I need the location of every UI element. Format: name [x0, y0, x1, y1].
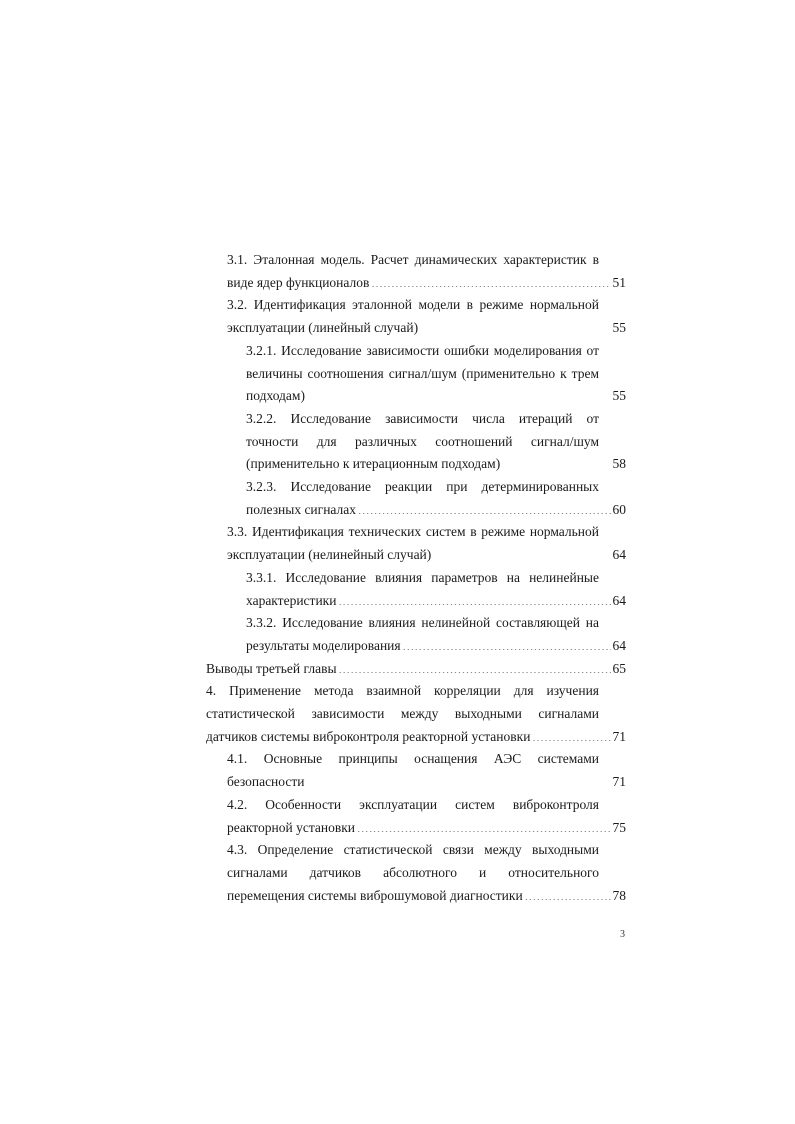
toc-entry-title: реакторной установки — [227, 819, 356, 835]
toc-entry-title: эксплуатации (линейный случай) — [227, 320, 419, 336]
toc-entry-page: 64 — [612, 637, 626, 653]
toc-entry-text-line: 3.1. Эталонная модель. Расчет динамических характеристик в — [227, 252, 599, 267]
toc-entry-text-line: статистической зависимости между выходными сигналами — [206, 706, 599, 722]
toc-entry-title: виде ядер функционалов — [227, 274, 370, 290]
toc-entry-text-line: 3.2.2. Исследование зависимости числа итераций от — [246, 410, 599, 426]
toc-entry-page: 58 — [612, 456, 626, 472]
toc-entry — [206, 340, 626, 408]
toc-entry-title: (применительно к итерационным подходам) — [246, 456, 501, 472]
toc-entry-last-line — [246, 453, 626, 476]
toc-entry-text-line: сигналами датчиков абсолютного и относительного — [227, 864, 599, 880]
toc-entry-page: 55 — [612, 320, 626, 336]
dot-leader — [502, 455, 610, 469]
toc-entry-page: 78 — [612, 887, 626, 903]
toc-entry — [206, 249, 626, 294]
dot-leader — [525, 886, 611, 900]
dot-leader — [420, 319, 610, 333]
dot-leader — [403, 636, 611, 650]
toc-entry-last-line — [246, 385, 626, 408]
toc-entry-last-line — [227, 817, 626, 840]
toc-entry-title: подходам) — [246, 388, 305, 404]
toc-entry — [206, 521, 626, 566]
toc-entry-text-line: 3.2. Идентификация эталонной модели в режиме нормальной — [227, 297, 599, 313]
toc-entry — [206, 476, 626, 521]
toc-entry-text-line: 3.3.1. Исследование влияния параметров на нелинейные — [246, 569, 599, 585]
toc-entry-page: 71 — [612, 728, 626, 744]
toc-entry-last-line — [227, 272, 626, 295]
toc-entry — [206, 567, 626, 612]
toc-entry-page: 71 — [612, 774, 626, 790]
toc-entry — [206, 748, 626, 793]
toc-entry — [206, 408, 626, 476]
dot-leader — [307, 773, 611, 787]
dot-leader — [357, 818, 610, 832]
toc-entry-title: полезных сигналах — [246, 501, 357, 517]
table-of-contents — [206, 249, 626, 907]
dot-leader — [433, 546, 610, 560]
toc-entry-last-line — [206, 658, 626, 681]
toc-entry-text-line: 4.1. Основные принципы оснащения АЭС системами — [227, 751, 599, 767]
toc-entry-text-line: 3.2.1. Исследование зависимости ошибки моделирования от — [246, 342, 599, 358]
toc-entry-title: датчиков системы виброконтроля реакторной установки — [206, 728, 531, 744]
toc-entry-last-line — [206, 726, 626, 749]
toc-entry-title: Выводы третьей главы — [206, 660, 337, 676]
dot-leader — [338, 591, 610, 605]
toc-entry-page: 64 — [612, 547, 626, 563]
dot-leader — [371, 273, 610, 287]
toc-entry-last-line — [227, 317, 626, 340]
toc-entry-text-line: точности для различных соотношений сигнал/шум — [246, 433, 599, 449]
toc-entry-text-line: 4.3. Определение статистической связи между выходными — [227, 842, 599, 858]
dot-leader — [339, 659, 611, 673]
toc-entry-title: эксплуатации (нелинейный случай) — [227, 547, 432, 563]
dot-leader — [358, 500, 610, 514]
toc-entry-last-line — [246, 499, 626, 522]
toc-entry-page: 75 — [612, 819, 626, 835]
toc-entry-page: 65 — [612, 660, 626, 676]
dot-leader — [532, 727, 610, 741]
toc-entry — [206, 294, 626, 339]
toc-entry-page: 64 — [612, 592, 626, 608]
toc-entry — [206, 839, 626, 907]
toc-entry-page: 51 — [612, 274, 626, 290]
toc-entry-last-line — [246, 635, 626, 658]
toc-entry-text-line: величины соотношения сигнал/шум (применительно к трем — [246, 365, 599, 381]
toc-entry — [206, 612, 626, 657]
toc-entry — [206, 658, 626, 681]
toc-entry-last-line — [227, 885, 626, 908]
toc-entry-text-line: 4. Применение метода взаимной корреляции для изучения — [206, 683, 599, 699]
dot-leader — [307, 387, 611, 401]
toc-entry-text-line: 3.3. Идентификация технических систем в режиме нормальной — [227, 524, 599, 540]
toc-entry-page: 55 — [612, 388, 626, 404]
toc-entry-page: 60 — [612, 501, 626, 517]
toc-entry-title: перемещения системы виброшумовой диагностики — [227, 887, 523, 903]
page-number: 3 — [620, 929, 625, 940]
toc-entry-title: результаты моделирования — [246, 637, 401, 653]
toc-entry-last-line — [227, 771, 626, 794]
toc-entry — [206, 680, 626, 748]
toc-entry-last-line — [246, 590, 626, 613]
toc-entry-text-line: 4.2. Особенности эксплуатации систем виброконтроля — [227, 796, 599, 812]
toc-entry-text-line: 3.3.2. Исследование влияния нелинейной составляющей на — [246, 615, 599, 631]
toc-entry — [206, 794, 626, 839]
toc-entry-title: безопасности — [227, 774, 305, 790]
toc-entry-text-line: 3.2.3. Исследование реакции при детерминированных — [246, 479, 599, 495]
toc-entry-title: характеристики — [246, 592, 337, 608]
toc-entry-last-line — [227, 544, 626, 567]
